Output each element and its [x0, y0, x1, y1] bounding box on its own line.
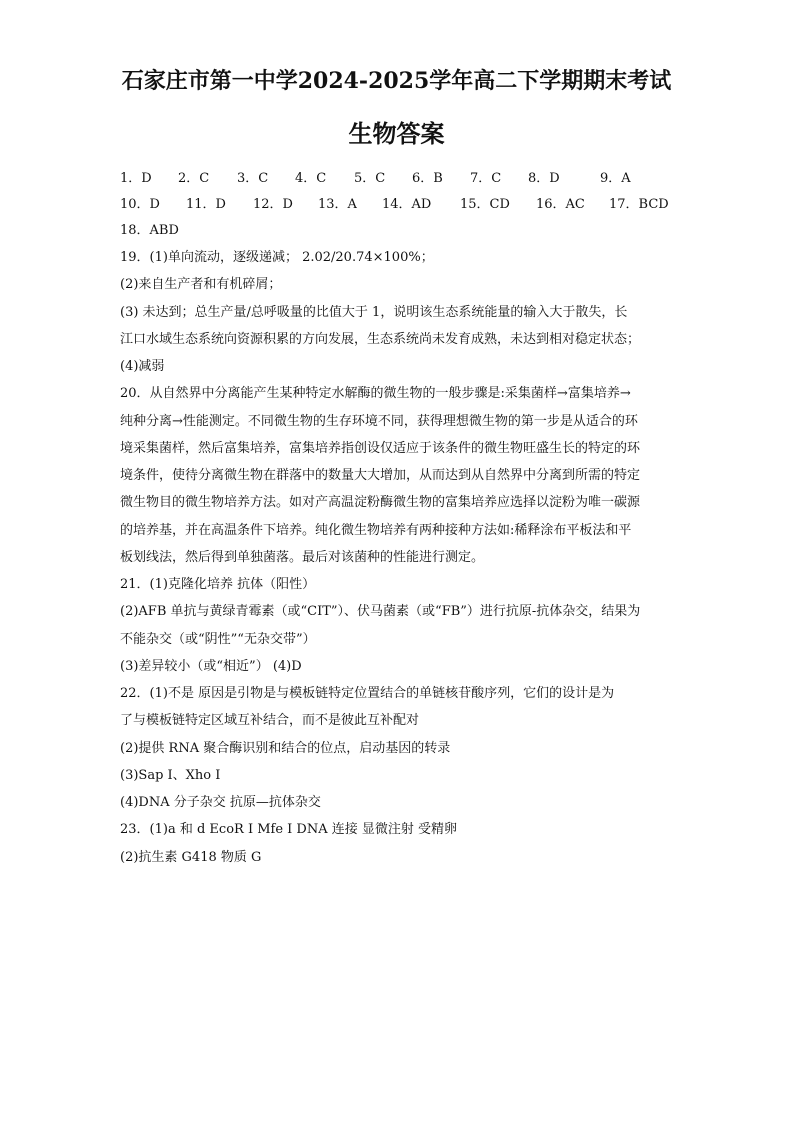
answer-item: 18．ABD [120, 223, 179, 238]
answer-item: 8．D [528, 171, 560, 186]
q21-part1: 21．(1)克隆化培养 抗体（阳性） [120, 577, 316, 592]
answer-item: 11．D [186, 197, 226, 212]
answer-item: 13．A [318, 197, 357, 212]
answer-item: 10．D [120, 197, 160, 212]
q22-part1-line1: 22．(1)不是 原因是引物是与模板链特定位置结合的单链核苷酸序列，它们的设计是为 [120, 686, 615, 701]
answer-item: 16．AC [536, 197, 585, 212]
q19-part2: (2)来自生产者和有机碎屑； [120, 277, 282, 292]
q20-line2: 纯种分离→性能测定。不同微生物的生存环境不同，获得理想微生物的第一步是从适合的环 [120, 414, 638, 429]
answer-item: 6．B [412, 171, 443, 186]
q20-line7: 板划线法，然后得到单独菌落。最后对该菌种的性能进行测定。 [120, 550, 485, 565]
page-title: 石家庄市第一中学2024-2025学年高二下学期期末考试 [121, 68, 672, 94]
page-subtitle: 生物答案 [348, 119, 445, 148]
q22-part3: (3)Sap I、Xho I [120, 768, 221, 783]
q20-line1: 20．从自然界中分离能产生某种特定水解酶的微生物的一般步骤是:采集菌样→富集培养→ [120, 386, 631, 401]
q19-part1: 19．(1)单向流动，逐级递减； 2.02/20.74×100%； [120, 250, 434, 265]
answer-item: 5．C [354, 171, 386, 186]
answer-item: 1．D [120, 171, 152, 186]
answer-item: 3．C [237, 171, 269, 186]
answer-item: 4．C [295, 171, 327, 186]
q19-part3-line1: (3) 未达到；总生产量/总呼吸量的比值大于 1，说明该生态系统能量的输入大于散失，长 [120, 305, 628, 320]
q21-part3-4: (3)差异较小（或“相近”） (4)D [120, 659, 302, 674]
q20-line3: 境采集菌样，然后富集培养，富集培养指创设仅适应于该条件的微生物旺盛生长的特定的环 [120, 441, 641, 456]
answer-item: 17．BCD [609, 197, 669, 212]
answer-item: 7．C [470, 171, 502, 186]
answer-item: 14．AD [382, 197, 432, 212]
q20-line6: 的培养基，并在高温条件下培养。纯化微生物培养有两种接种方法如:稀释涂布平板法和平 [120, 523, 632, 538]
q22-part4: (4)DNA 分子杂交 抗原—抗体杂交 [120, 795, 321, 810]
q19-part4: (4)减弱 [120, 359, 165, 374]
q22-part2: (2)提供 RNA 聚合酶识别和结合的位点，启动基因的转录 [120, 741, 451, 756]
answer-item: 9．A [600, 171, 631, 186]
q20-line5: 微生物目的微生物培养方法。如对产高温淀粉酶微生物的富集培养应选择以淀粉为唯一碳源 [120, 495, 641, 510]
answer-item: 12．D [253, 197, 293, 212]
answer-item: 15．CD [460, 197, 510, 212]
q22-part1-line2: 了与模板链特定区域互补结合，而不是彼此互补配对 [120, 713, 420, 728]
q21-part2-line1: (2)AFB 单抗与黄绿青霉素（或“CIT”）、伏马菌素（或“FB”）进行抗原-抗体杂交，结果为 [120, 604, 641, 619]
q20-line4: 境条件，使待分离微生物在群落中的数量大大增加，从而达到从自然界中分离到所需的特定 [120, 468, 641, 483]
q21-part2-line2: 不能杂交（或“阴性”“无杂交带”） [120, 632, 316, 647]
q19-part3-line2: 江口水域生态系统向资源积累的方向发展，生态系统尚未发育成熟，未达到相对稳定状态； [120, 332, 641, 347]
q23-part1: 23．(1)a 和 d EcoR I Mfe I DNA 连接 显微注射 受精卵 [120, 822, 458, 837]
q23-part2: (2)抗生素 G418 物质 G [120, 850, 262, 865]
answer-item: 2．C [178, 171, 210, 186]
